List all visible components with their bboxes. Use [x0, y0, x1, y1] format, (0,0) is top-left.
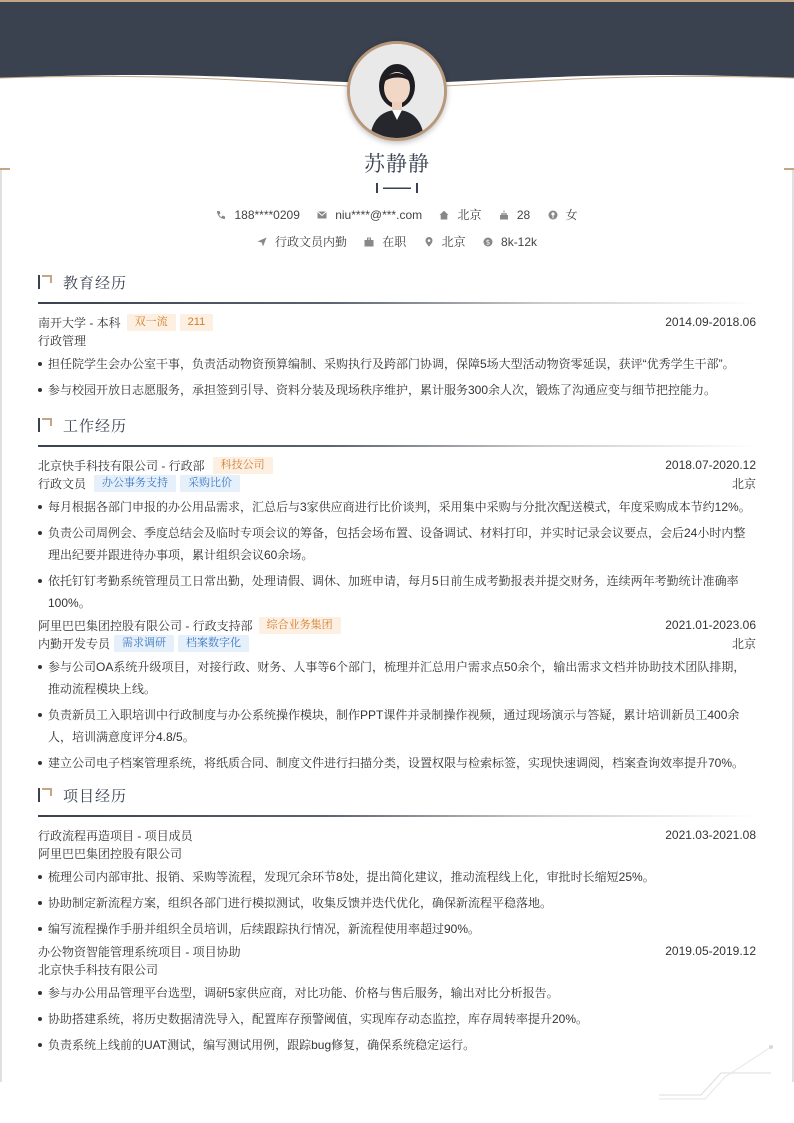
- name-divider-ornament: [376, 183, 418, 193]
- money-icon: [483, 237, 493, 247]
- section-header: [38, 271, 756, 293]
- work-date: 2018.07-2020.12: [665, 458, 756, 472]
- send-icon: [257, 237, 267, 247]
- education-date: 2014.09-2018.06: [665, 315, 756, 329]
- location-pin-icon: [424, 237, 434, 247]
- work-entry: [38, 616, 756, 774]
- bullet-item: 负责系统上线前的UAT测试，编写测试用例，跟踪bug修复，确保系统稳定运行。: [38, 1034, 756, 1056]
- section-header: [38, 414, 756, 436]
- project-date: 2021.03-2021.08: [665, 828, 756, 842]
- bullet-item: 协助搭建系统，将历史数据清洗导入，配置库存预警阈值，实现库存动态监控，库存周转率提升20%。: [38, 1008, 756, 1030]
- section-header: [38, 784, 756, 806]
- section-marker-icon: [38, 788, 54, 802]
- education-section: [38, 271, 756, 401]
- bullet-item: 梳理公司内部审批、报销、采购等流程，发现冗余环节8处，提出简化建议，推动流程线上化，审批时长缩短25%。: [38, 866, 756, 888]
- job-intent-row: [0, 233, 794, 250]
- section-title: 项目经历: [63, 787, 128, 805]
- gender-icon: [548, 210, 558, 220]
- email-text: niu****@***.com: [335, 207, 423, 222]
- work-city: 北京: [731, 636, 756, 651]
- project-entry: [38, 942, 756, 1056]
- project-org: 阿里巴巴集团控股有限公司: [38, 846, 183, 861]
- bullet-item: 参与办公用品管理平台选型，调研5家供应商，对比功能、价格与售后服务，输出对比分析报告。: [38, 982, 756, 1004]
- frame-border-left: [0, 170, 2, 1082]
- company-name: 阿里巴巴集团控股有限公司 - 行政支持部: [38, 618, 253, 633]
- phone-text: 188****0209: [234, 207, 300, 222]
- age-item: [499, 208, 530, 222]
- work-city: 北京: [731, 476, 756, 491]
- home-icon: [439, 210, 449, 220]
- bullet-item: 负责新员工入职培训中行政制度与办公系统操作模块，制作PPT课件并录制操作视频，通过现场演示与答疑，累计培训新员工400余人，培训满意度评分4.8/5。: [38, 704, 756, 748]
- section-marker-icon: [38, 418, 54, 432]
- project-org: 北京快手科技有限公司: [38, 962, 159, 977]
- bullet-item: 担任院学生会办公室干事，负责活动物资预算编制、采购执行及跨部门协调，保障5场大型活动物资零延误，获评“优秀学生干部”。: [38, 353, 756, 375]
- svg-text:$: $: [485, 238, 491, 246]
- salary-item: [483, 235, 537, 249]
- work-date: 2021.01-2023.06: [665, 618, 756, 632]
- education-entry: [38, 313, 756, 401]
- bullet-item: 协助制定新流程方案，组织各部门进行模拟测试，收集反馈并迭代优化，确保新流程平稳落地。: [38, 892, 756, 914]
- company-tag: 综合业务集团: [259, 617, 341, 634]
- company-tag: 科技公司: [213, 457, 273, 474]
- status-text: 在职: [382, 235, 407, 249]
- salary-text: 8k-12k: [501, 234, 538, 249]
- section-divider: [38, 445, 756, 447]
- projects-section: [38, 784, 756, 1056]
- company-name: 北京快手科技有限公司 - 行政部: [38, 458, 205, 473]
- corner-decoration: [659, 1043, 774, 1103]
- cake-icon: [499, 210, 509, 220]
- section-title: 教育经历: [63, 274, 128, 292]
- age-text: 28: [516, 207, 531, 222]
- major: 行政管理: [38, 333, 87, 348]
- school-tag: 双一流: [127, 314, 176, 331]
- section-title: 工作经历: [63, 417, 128, 435]
- target-job-item: [257, 233, 347, 250]
- bullet-item: 依托钉钉考勤系统管理员工日常出勤，处理请假、调休、加班申请，每月5日前生成考勤报表并提交财务，连续两年考勤统计准确率100%。: [38, 570, 756, 614]
- bullet-item: 编写流程操作手册并组织全员培训，后续跟踪执行情况，新流程使用率超过90%。: [38, 918, 756, 940]
- bullet-item: 参与公司OA系统升级项目，对接行政、财务、人事等6个部门，梳理并汇总用户需求点50余个，输出需求文档并协助技术团队排期，推动流程模块上线。: [38, 656, 756, 700]
- section-marker-icon: [38, 275, 54, 289]
- mail-icon: [317, 210, 327, 220]
- job-role: 行政文员: [38, 476, 87, 491]
- bullet-item: 每月根据各部门申报的办公用品需求，汇总后与3家供应商进行比价谈判，采用集中采购与分批次配送模式，年度采购成本节约12%。: [38, 496, 756, 518]
- avatar-photo: [350, 44, 444, 138]
- target-city-text: 北京: [441, 235, 466, 249]
- work-entry: [38, 456, 756, 614]
- project-date: 2019.05-2019.12: [665, 944, 756, 958]
- school-name: 南开大学 - 本科: [38, 315, 121, 330]
- gender-item: [548, 206, 578, 223]
- project-name: 办公物资智能管理系统项目 - 项目协助: [38, 944, 241, 959]
- work-section: [38, 414, 756, 774]
- briefcase-icon: [364, 237, 374, 247]
- project-name: 行政流程再造项目 - 项目成员: [38, 828, 193, 843]
- role-tag: 档案数字化: [178, 635, 249, 652]
- role-tag: 采购比价: [180, 475, 240, 492]
- email-item: [317, 208, 422, 222]
- job-role: 内勤开发专员: [38, 636, 111, 651]
- role-tag: 需求调研: [114, 635, 174, 652]
- project-entry: [38, 826, 756, 940]
- target-city-item: [424, 233, 466, 250]
- section-divider: [38, 302, 756, 304]
- location-text: 北京: [457, 208, 482, 222]
- bullet-item: 建立公司电子档案管理系统，将纸质合同、制度文件进行扫描分类，设置权限与检索标签，实现快速调阅，档案查询效率提升70%。: [38, 752, 756, 774]
- bullet-item: 负责公司周例会、季度总结会及临时专项会议的筹备，包括会场布置、设备调试、材料打印，并实时记录会议要点，会后24小时内整理出纪要并跟进待办事项，累计组织会议60余场。: [38, 522, 756, 566]
- phone-item: [216, 208, 299, 222]
- section-divider: [38, 815, 756, 817]
- avatar: [347, 41, 447, 141]
- target-job-text: 行政文员内勤: [274, 235, 347, 249]
- contact-info-row: [0, 206, 794, 223]
- gender-text: 女: [565, 208, 578, 222]
- status-item: [364, 233, 406, 250]
- candidate-name: 苏静静: [364, 153, 430, 176]
- role-tag: 办公事务支持: [94, 475, 176, 492]
- location-item: [439, 206, 481, 223]
- school-tag: 211: [180, 314, 214, 331]
- phone-icon: [216, 210, 226, 220]
- bullet-item: 参与校园开放日志愿服务，承担签到引导、资料分装及现场秩序维护，累计服务300余人次，锻炼了沟通应变与细节把控能力。: [38, 379, 756, 401]
